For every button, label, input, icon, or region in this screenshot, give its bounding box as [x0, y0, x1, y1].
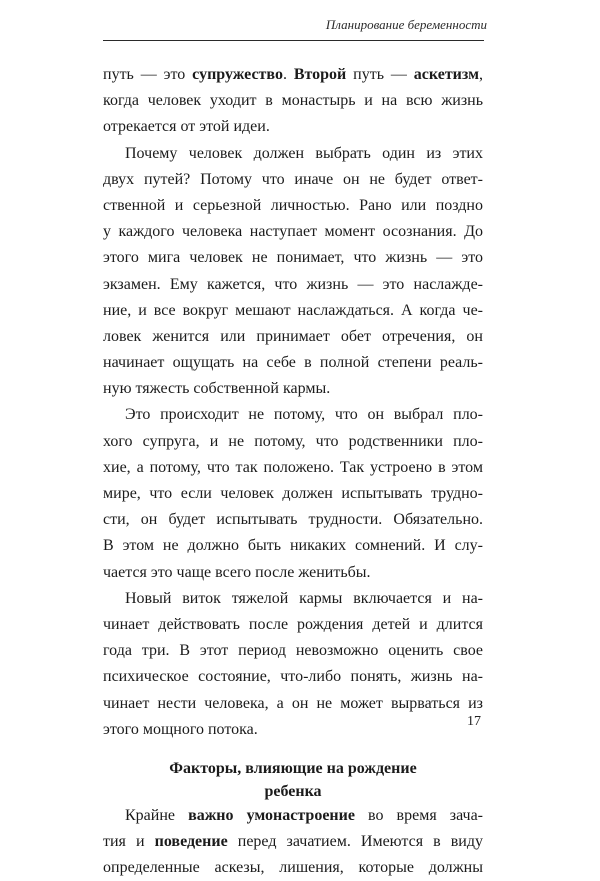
emphasis-term: Второй	[293, 66, 347, 83]
section-heading	[103, 757, 483, 803]
text-line: Почему человек должен выбрать один из этих	[125, 144, 483, 162]
text-line: ловек женится или принимает обет отречения, он	[103, 327, 483, 345]
text-line: хие, а потому, что так положено. Так устроено в этом	[103, 458, 483, 476]
page-number: 17	[467, 714, 481, 729]
text-line: В этом не должно быть никаких сомнений. И слу-	[103, 537, 483, 555]
text-line: ние, и все вокруг мешают наслаждаться. А когда че-	[103, 301, 483, 319]
section-title-line: Факторы, влияющие на рождение	[169, 759, 417, 777]
text-line: Новый виток тяжелой кармы включается и на-	[125, 589, 483, 607]
paragraph-3	[103, 402, 483, 585]
text-line: определенные аскезы, лишения, которые должны	[103, 859, 483, 877]
paragraph-5	[103, 803, 483, 881]
text-line: этого мига человек не понимает, что жизнь — это	[103, 249, 483, 267]
running-head: Планирование беременности	[325, 17, 487, 32]
text-line: этого мощного потока.	[103, 720, 258, 738]
text-line: чинает нести человека, а он не может вырваться из	[103, 694, 483, 712]
text-line: когда человек уходит в монастырь и на всю жизнь	[103, 92, 483, 110]
text-line: Крайне важно умонастроение во время зача-	[125, 806, 484, 824]
text-line: двух путей? Потому что иначе он не будет ответ-	[103, 170, 483, 188]
text-line: отрекается от этой идеи.	[103, 118, 270, 136]
text-line: года три. В этот период невозможно оценить свое	[103, 642, 483, 660]
text-line: у каждого человека наступает момент осознания. До	[103, 223, 483, 241]
text-line: экзамен. Ему кажется, что жизнь — это наслажде-	[103, 275, 483, 293]
emphasis-term: супружество	[192, 66, 283, 83]
text-line: ную тяжесть собственной кармы.	[103, 380, 331, 398]
paragraph-1	[103, 62, 483, 141]
paragraph-4	[103, 586, 483, 743]
text-line: психическое состояние, что-либо понять, жизнь на-	[103, 668, 483, 686]
section-title-line: ребенка	[264, 782, 322, 800]
text-line: тия и поведение перед зачатием. Имеются в виду	[103, 833, 483, 851]
text-line: хого супруга, и не потому, что родственники пло-	[103, 432, 483, 450]
paragraph-2	[103, 141, 483, 403]
emphasis-term: аскетизм	[413, 66, 479, 83]
text-line: ственной и серьезной личностью. Рано или поздно	[103, 196, 483, 214]
emphasis-term: важно умонастроение	[188, 806, 355, 824]
emphasis-term: поведение	[154, 833, 228, 851]
text-line: сти, он будет испытывать трудности. Обязательно.	[103, 511, 483, 529]
text-line: мире, что если человек должен испытывать трудно-	[103, 485, 483, 502]
body-text	[103, 62, 483, 881]
text-line: Это происходит не потому, что он выбрал пло-	[125, 406, 483, 424]
text-line: чинает действовать после рождения детей и длится	[103, 615, 483, 633]
header-rule	[103, 40, 484, 41]
text-line: начинает ощущать на себе в полной степени реаль-	[103, 354, 483, 372]
text-line: путь — это супружество. Второй путь — аскетизм,	[103, 66, 483, 83]
text-line: чается это чаще всего после женитьбы.	[103, 563, 371, 581]
